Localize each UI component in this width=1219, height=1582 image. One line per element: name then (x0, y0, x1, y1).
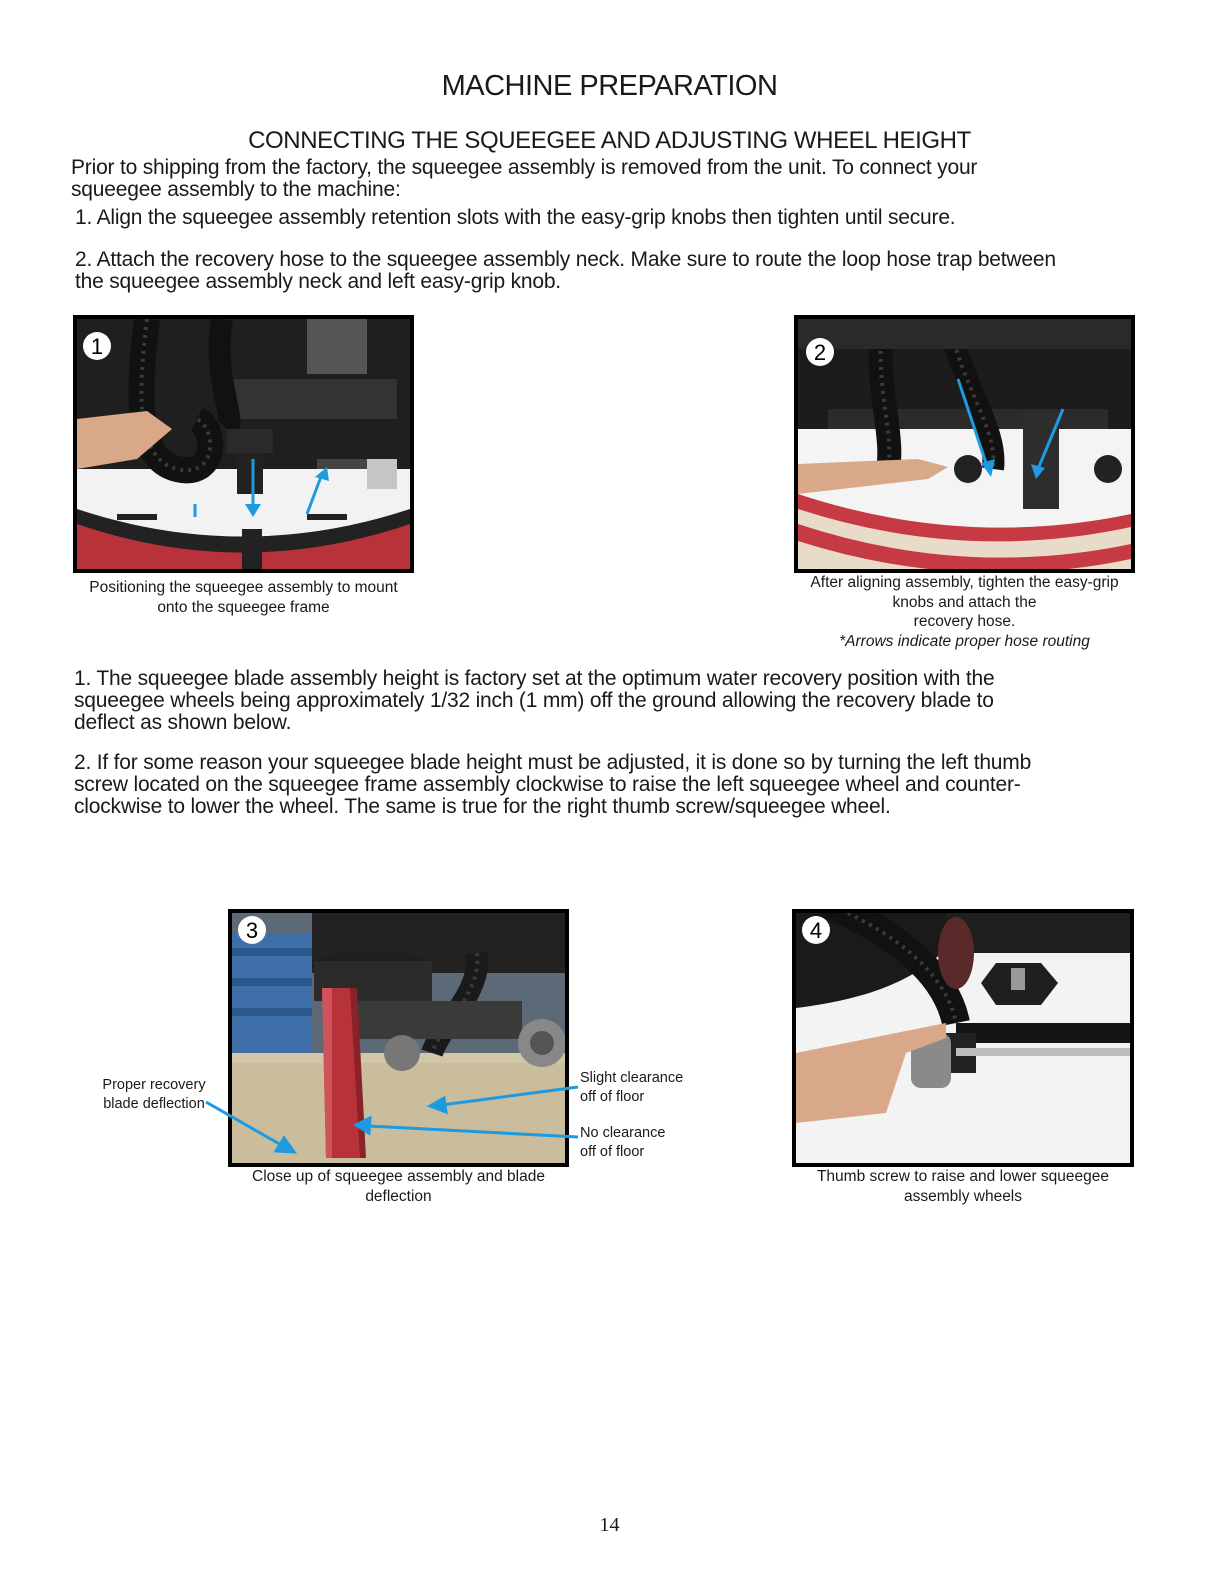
callout-no-clearance (580, 1124, 665, 1162)
connect-step-1 (75, 207, 955, 229)
step-line: 2. Attach the recovery hose to the squeegee assembly neck. Make sure to route the loop hose trap between (75, 248, 1056, 271)
figure-number: 2 (813, 340, 827, 365)
figure-number: 4 (809, 918, 823, 943)
caption-line: Thumb screw to raise and lower squeegee (816, 1168, 1110, 1185)
blade-deflection-illustration (232, 913, 565, 1163)
step-line: the squeegee assembly neck and left easy-grip knob. (75, 270, 561, 293)
figure-3-photo (228, 909, 569, 1167)
callout-line: off of floor (580, 1144, 645, 1160)
caption-line: Close up of squeegee assembly and blade (252, 1168, 545, 1185)
page-number: 14 (599, 1514, 620, 1536)
callout-line: Proper recovery (102, 1077, 206, 1093)
caption-line: Positioning the squeegee assembly to mount (89, 579, 398, 596)
callout-line: blade deflection (103, 1096, 205, 1112)
figure-4-caption (792, 1167, 1134, 1206)
callout-deflection (96, 1076, 212, 1114)
caption-line: assembly wheels (903, 1187, 1023, 1205)
connect-step-2 (75, 249, 1056, 293)
callout-line: Slight clearance (580, 1070, 684, 1086)
figure-3-caption (228, 1167, 569, 1206)
figure-number: 1 (90, 334, 104, 359)
callout-slight-clearance (580, 1069, 683, 1107)
step-line: deflect as shown below. (74, 711, 292, 734)
step-line: 2. If for some reason your squeegee blade height must be adjusted, it is done so by turning the left thumb (74, 751, 1032, 774)
caption-note: *Arrows indicate proper hose routing (839, 632, 1090, 650)
figure-4-photo (792, 909, 1134, 1167)
callout-line: off of floor (580, 1089, 645, 1105)
step-line: 1. The squeegee blade assembly height is factory set at the optimum water recovery position with the (74, 667, 995, 690)
caption-line: onto the squeegee frame (157, 598, 330, 616)
intro-line: squeegee assembly to the machine: (71, 178, 401, 201)
caption-line: deflection (365, 1187, 432, 1205)
intro-line: Prior to shipping from the factory, the squeegee assembly is removed from the unit. To connect your (71, 156, 978, 179)
intro-paragraph (71, 157, 977, 201)
step-line: screw located on the squeegee frame assembly clockwise to raise the left squeegee wheel and counter- (74, 773, 1021, 796)
figure-1-caption (73, 578, 414, 617)
squeegee-mount-illustration (77, 319, 410, 569)
figure-2-photo (794, 315, 1135, 573)
caption-line: After aligning assembly, tighten the easy-grip (810, 574, 1119, 591)
step-line: squeegee wheels being approximately 1/32 inch (1 mm) off the ground allowing the recovery blade to (74, 689, 994, 712)
step-line: clockwise to lower the wheel. The same is true for the right thumb screw/squeegee wheel. (74, 795, 891, 818)
adjust-step-2 (74, 752, 1031, 818)
section-title: CONNECTING THE SQUEEGEE AND ADJUSTING WHEEL HEIGHT (248, 127, 971, 154)
step-line: 1. Align the squeegee assembly retention slots with the easy-grip knobs then tighten until secure. (75, 206, 956, 229)
figure-number: 3 (245, 918, 259, 943)
figure-1-photo (73, 315, 414, 573)
adjust-step-1 (74, 668, 994, 734)
callout-line: No clearance (580, 1125, 666, 1141)
caption-line: knobs and attach the (892, 593, 1037, 611)
figure-2-caption (790, 573, 1139, 651)
thumb-screw-illustration (796, 913, 1130, 1163)
caption-line: recovery hose. (913, 613, 1016, 630)
page-title: MACHINE PREPARATION (441, 70, 778, 102)
hose-routing-illustration (798, 319, 1131, 569)
